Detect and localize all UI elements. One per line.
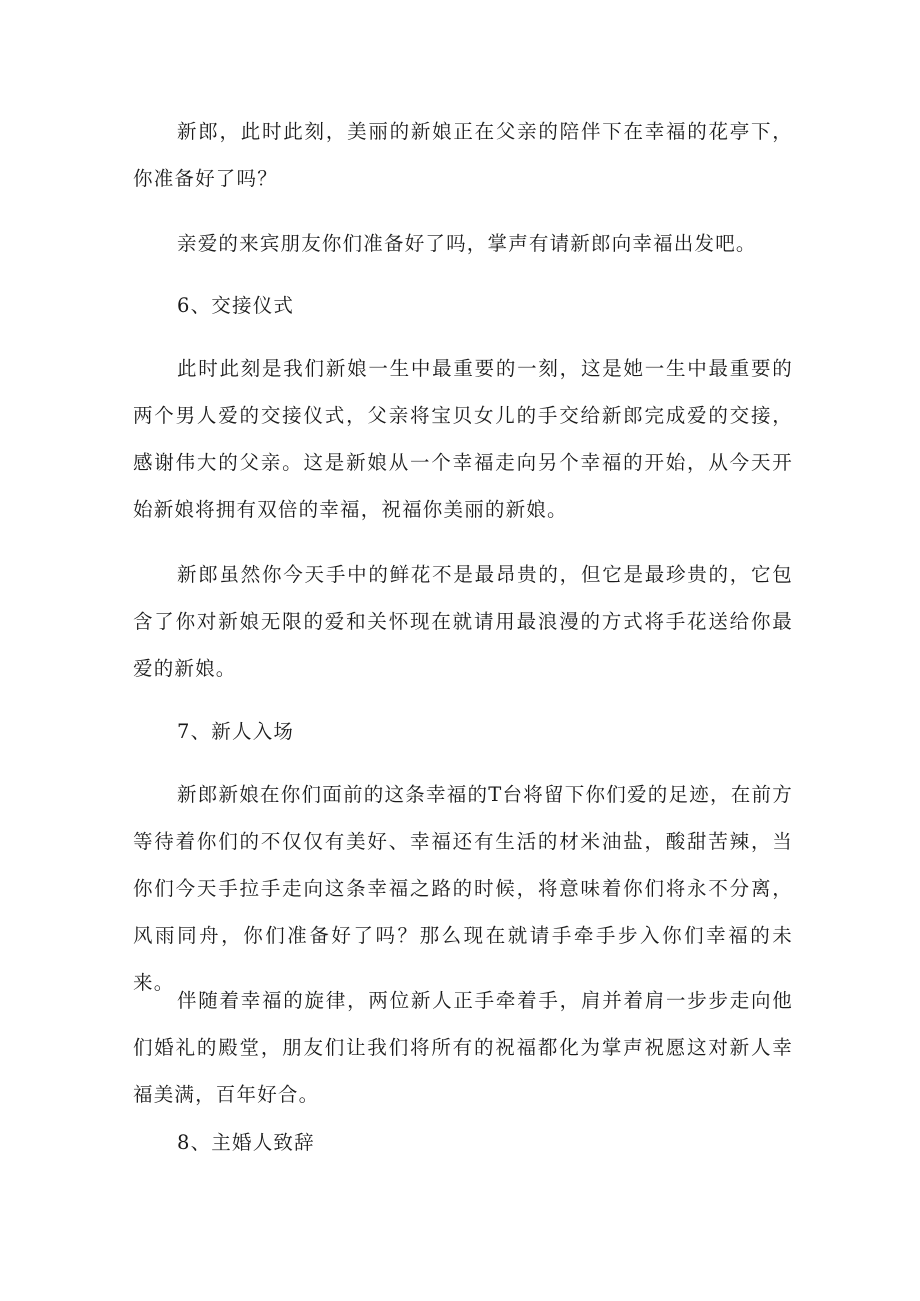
heading-officiant-speech: 8、主婚人致辞	[177, 1131, 315, 1154]
paragraph-handover: 此时此刻是我们新娘一生中最重要的一刻，这是她一生中最重要的两个男人爱的交接仪式，父亲将宝贝女儿的手交给新郎完成爱的交接，感谢伟大的父亲。这是新娘从一个幸福走向另个幸福的开始，从今天开始新娘将拥有双倍的幸福，祝福你美丽的新娘。	[133, 357, 793, 521]
paragraph-melody: 伴随着幸福的旋律，两位新人正手牵着手，肩并着肩一步步走向他们婚礼的殿堂，朋友们让我们将所有的祝福都化为掌声祝愿这对新人幸福美满，百年好合。	[133, 989, 793, 1106]
paragraph-guests-ready: 亲爱的来宾朋友你们准备好了吗，掌声有请新郎向幸福出发吧。	[177, 232, 757, 255]
heading-couple-entrance: 7、新人入场	[177, 720, 295, 743]
heading-handover-ceremony: 6、交接仪式	[177, 294, 295, 317]
paragraph-groom-ready: 新郎，此时此刻，美丽的新娘正在父亲的陪伴下在幸福的花亭下，你准备好了吗？	[133, 120, 793, 190]
paragraph-flowers: 新郎虽然你今天手中的鲜花不是最昂贵的，但它是最珍贵的，它包含了你对新娘无限的爱和关怀现在就请用最浪漫的方式将手花送给你最爱的新娘。	[133, 563, 793, 680]
paragraph-t-stage: 新郎新娘在你们面前的这条幸福的T台将留下你们爱的足迹，在前方等待着你们的不仅仅有美好、幸福还有生活的材米油盐，酸甜苦辣，当你们今天手拉手走向这条幸福之路的时候，将意味着你们将永不分离，风雨同舟，你们准备好了吗？那么现在就请手牵手步入你们幸福的未来。	[133, 783, 793, 994]
